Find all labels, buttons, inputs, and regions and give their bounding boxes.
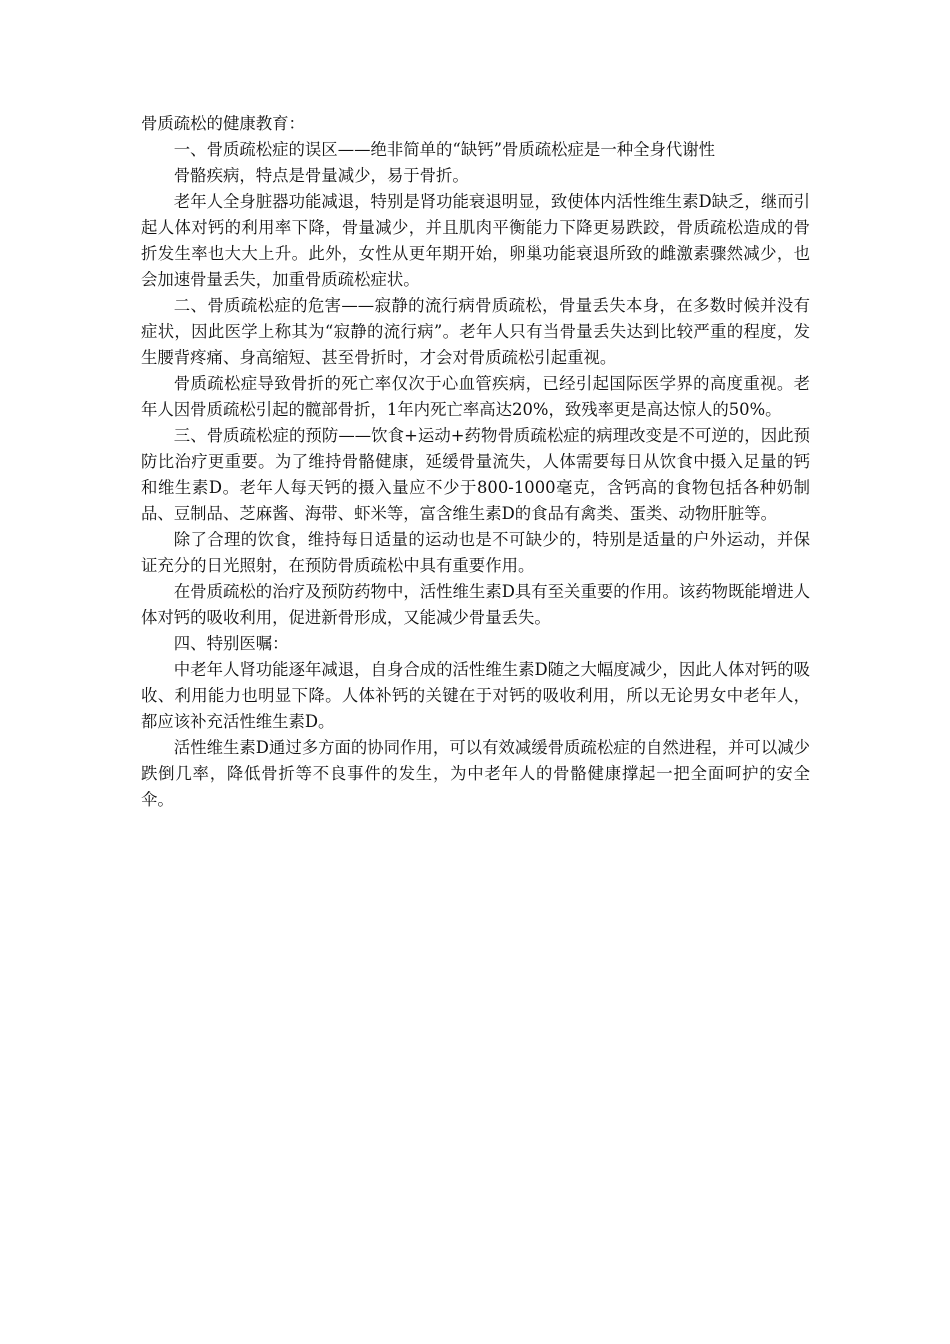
- document-title: 骨质疏松的健康教育：: [141, 114, 305, 133]
- paragraph-elderly-organs: 老年人全身脏器功能减退，特别是肾功能衰退明显，致使体内活性维生素D缺乏，继而引起人体对钙的利用率下降，骨量减少，并且肌肉平衡能力下降更易跌跤，骨质疏松造成的骨折发生率也大大上升。此外，女性从更年期开始，卵巢功能衰退所致的雌激素骤然减少，也会加速骨量丢失，加重骨质疏松症状。: [141, 192, 810, 289]
- paragraph-active-vitamin-d: 活性维生素D通过多方面的协同作用，可以有效减缓骨质疏松症的自然进程，并可以减少跌倒几率，降低骨折等不良事件的发生，为中老年人的骨骼健康撑起一把全面呵护的安全伞。: [141, 738, 810, 809]
- paragraph-fracture-mortality: 骨质疏松症导致骨折的死亡率仅次于心血管疾病，已经引起国际医学界的高度重视。老年人因骨质疏松引起的髋部骨折，1年内死亡率高达20%，致残率更是高达惊人的50%。: [141, 374, 810, 419]
- paragraph-prevention: 三、骨质疏松症的预防——饮食+运动+药物骨质疏松症的病理改变是不可逆的，因此预防比治疗更重要。为了维持骨骼健康，延缓骨量流失，人体需要每日从饮食中摄入足量的钙和维生素D。老年人每天钙的摄入量应不少于800-1000毫克，含钙高的食物包括各种奶制品、豆制品、芝麻酱、海带、虾米等，富含维生素D的食品有禽类、蛋类、动物肝脏等。: [141, 426, 810, 523]
- paragraph-hazards: 二、骨质疏松症的危害——寂静的流行病骨质疏松，骨量丢失本身，在多数时候并没有症状，因此医学上称其为“寂静的流行病”。老年人只有当骨量丢失达到比较严重的程度，发生腰背疼痛、身高缩短、甚至骨折时，才会对骨质疏松引起重视。: [141, 296, 810, 367]
- paragraph-kidney-function: 中老年人肾功能逐年减退，自身合成的活性维生素D随之大幅度减少，因此人体对钙的吸收、利用能力也明显下降。人体补钙的关键在于对钙的吸收利用，所以无论男女中老年人，都应该补充活性维生素D。: [141, 660, 810, 731]
- paragraph-misconception-heading: 一、骨质疏松症的误区——绝非简单的“缺钙”骨质疏松症是一种全身代谢性: [173, 140, 716, 159]
- document-body: [141, 111, 810, 813]
- paragraph-misconception-continuation: 骨骼疾病，特点是骨量减少，易于骨折。: [173, 166, 469, 185]
- paragraph-medication: 在骨质疏松的治疗及预防药物中，活性维生素D具有至关重要的作用。该药物既能增进人体对钙的吸收利用，促进新骨形成，又能减少骨量丢失。: [141, 582, 810, 627]
- paragraph-special-advice-heading: 四、特别医嘱：: [173, 634, 289, 653]
- paragraph-exercise: 除了合理的饮食，维持每日适量的运动也是不可缺少的，特别是适量的户外运动，并保证充分的日光照射，在预防骨质疏松中具有重要作用。: [141, 530, 810, 575]
